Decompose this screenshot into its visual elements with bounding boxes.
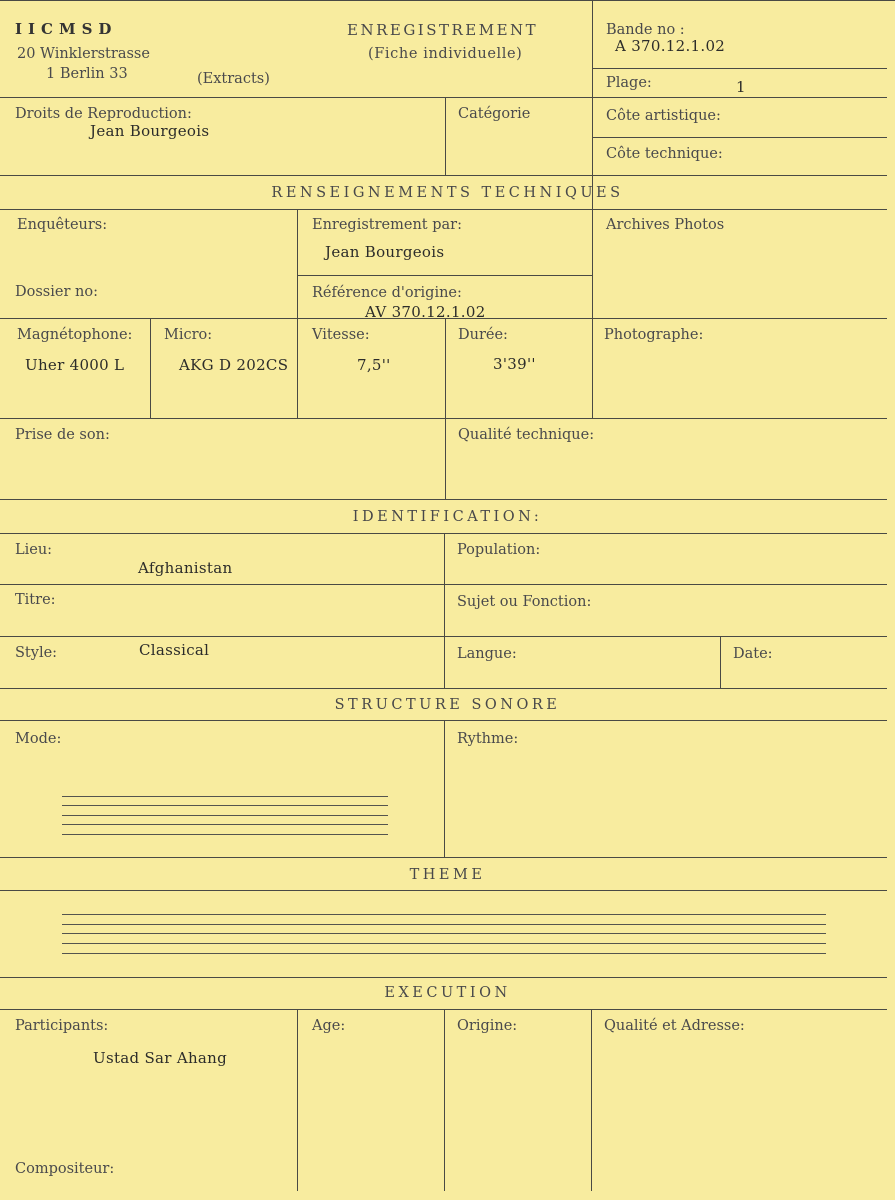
- lieu-value: Afghanistan: [138, 559, 233, 577]
- vrule-archives: [592, 209, 593, 418]
- qualite-adresse-label: Qualité et Adresse:: [604, 1018, 745, 1034]
- langue-label: Langue:: [457, 646, 517, 662]
- section-identification-title: IDENTIFICATION:: [352, 509, 543, 525]
- vrule-ident: [444, 533, 445, 688]
- droits-value: Jean Bourgeois: [90, 122, 210, 140]
- reference-value: AV 370.12.1.02: [365, 303, 486, 321]
- qualite-technique-label: Qualité technique:: [458, 427, 595, 443]
- extracts-note: (Extracts): [197, 71, 270, 87]
- rule-bande-plage: [592, 68, 887, 69]
- date-label: Date:: [733, 646, 773, 662]
- rule-tech-title: [0, 209, 887, 210]
- rule-theme-title: [0, 890, 887, 891]
- rule-theme-bottom: [0, 977, 887, 978]
- vrule-header-right: [592, 0, 593, 209]
- vitesse-value: 7,5'': [357, 356, 391, 374]
- population-label: Population:: [457, 542, 541, 558]
- participants-value: Ustad Sar Ahang: [93, 1049, 228, 1067]
- age-label: Age:: [312, 1018, 346, 1034]
- style-label: Style:: [15, 645, 58, 661]
- vrule-enregistrement-left: [297, 209, 298, 418]
- compositeur-label: Compositeur:: [15, 1161, 115, 1177]
- magnetophone-value: Uher 4000 L: [25, 356, 125, 374]
- vrule-qualite-adresse: [591, 1009, 592, 1191]
- duree-label: Durée:: [458, 327, 508, 343]
- dossier-label: Dossier no:: [15, 284, 98, 300]
- section-execution-title: EXECUTION: [384, 985, 511, 1001]
- vitesse-label: Vitesse:: [312, 327, 370, 343]
- lieu-label: Lieu:: [15, 542, 53, 558]
- plage-label: Plage:: [606, 75, 652, 91]
- rythme-label: Rythme:: [457, 731, 519, 747]
- participants-label: Participants:: [15, 1018, 109, 1034]
- plage-value: 1: [736, 78, 746, 96]
- archives-photos-label: Archives Photos: [606, 217, 725, 233]
- section-theme-title: THEME: [409, 867, 486, 883]
- vrule-rythme: [444, 720, 445, 857]
- titre-label: Titre:: [15, 592, 56, 608]
- micro-value: AKG D 202CS: [179, 356, 289, 374]
- prise-de-son-label: Prise de son:: [15, 427, 110, 443]
- border-top: [0, 0, 895, 1]
- reference-label: Référence d'origine:: [312, 285, 462, 301]
- rule-header-bottom: [0, 97, 887, 98]
- enregistrement-par-value: Jean Bourgeois: [325, 243, 445, 261]
- micro-label: Micro:: [164, 327, 213, 343]
- form-title: ENREGISTREMENT: [347, 21, 539, 39]
- address-street: 20 Winklerstrasse: [17, 46, 150, 62]
- rule-equipment-bottom: [0, 418, 887, 419]
- droits-label: Droits de Reproduction:: [15, 106, 192, 122]
- categorie-label: Catégorie: [458, 106, 531, 122]
- enqueteurs-label: Enquêteurs:: [17, 217, 108, 233]
- magnetophone-label: Magnétophone:: [17, 327, 133, 343]
- sujet-fonction-label: Sujet ou Fonction:: [457, 594, 592, 610]
- vrule-categorie: [445, 97, 446, 175]
- style-value: Classical: [139, 641, 210, 659]
- cote-technique-label: Côte technique:: [606, 146, 723, 162]
- rule-prise-bottom: [0, 499, 887, 500]
- section-structure-title: STRUCTURE SONORE: [334, 697, 561, 713]
- org-logo: IICMSD: [15, 20, 118, 38]
- section-technique-title: RENSEIGNEMENTS TECHNIQUES: [271, 185, 624, 201]
- rule-row2-bottom: [0, 175, 887, 176]
- rule-enregistrement: [297, 275, 592, 276]
- cote-artistique-label: Côte artistique:: [606, 108, 721, 124]
- enregistrement-par-label: Enregistrement par:: [312, 217, 462, 233]
- vrule-date: [720, 636, 721, 688]
- rule-cote: [592, 137, 887, 138]
- address-city: 1 Berlin 33: [46, 66, 128, 82]
- bande-label: Bande no :: [606, 22, 685, 38]
- vrule-micro: [150, 318, 151, 418]
- rule-structure-bottom: [0, 857, 887, 858]
- vrule-duree: [445, 318, 446, 499]
- vrule-origine: [444, 1009, 445, 1191]
- photographe-label: Photographe:: [604, 327, 704, 343]
- duree-value: 3'39'': [493, 355, 536, 373]
- vrule-age: [297, 1009, 298, 1191]
- rule-style-bottom: [0, 688, 887, 689]
- mode-label: Mode:: [15, 731, 62, 747]
- origine-label: Origine:: [457, 1018, 518, 1034]
- form-subtitle: (Fiche individuelle): [368, 46, 523, 62]
- bande-value: A 370.12.1.02: [615, 37, 726, 55]
